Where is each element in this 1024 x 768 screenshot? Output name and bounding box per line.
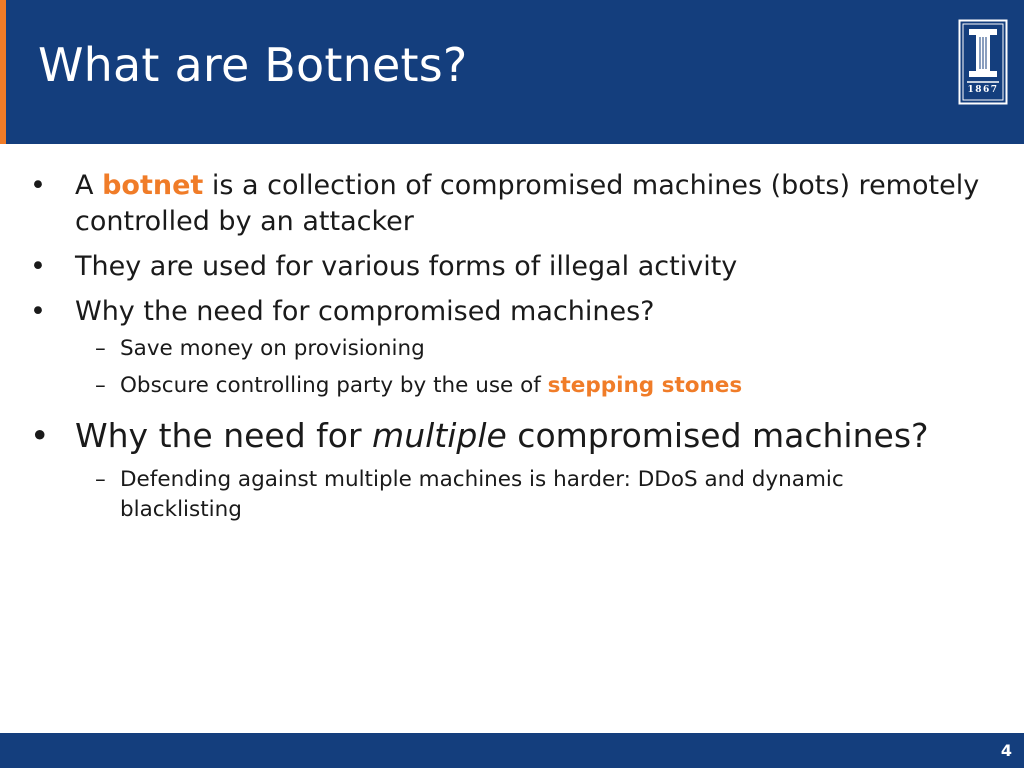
page-number: 4 bbox=[1000, 741, 1012, 760]
sub-bullet-dash: – bbox=[95, 466, 106, 492]
bullet-text: Why the need for compromised machines? bbox=[75, 295, 655, 327]
highlight-term-stepping-stones: stepping stones bbox=[547, 373, 743, 399]
sub-bullet-dash: – bbox=[95, 335, 106, 361]
sub-bullet-dash: – bbox=[95, 373, 106, 399]
bullet-why-compromised bbox=[0, 294, 988, 330]
bullet-illegal-activity bbox=[0, 249, 988, 285]
slide-header bbox=[0, 0, 1024, 144]
emphasis-term-multiple: multiple bbox=[372, 415, 507, 455]
logo-year: 1867 bbox=[967, 85, 999, 95]
bullet-botnet-definition bbox=[0, 168, 988, 240]
bullet-dot: • bbox=[30, 415, 50, 455]
highlight-term-botnet: botnet bbox=[102, 170, 204, 201]
bullet-dot: • bbox=[30, 295, 46, 327]
bullet-text-pre: Why the need for bbox=[75, 415, 373, 455]
sub-bullet-text: Defending against multiple machines is harder: DDoS and dynamic blacklisting bbox=[120, 466, 844, 523]
bullet-text-post: is a collection of compromised machines (bots) remotely controlled by an attacker bbox=[75, 170, 980, 237]
university-column-logo-icon bbox=[958, 19, 1008, 105]
sub-bullet-save-money bbox=[0, 334, 964, 365]
sub-bullet-text-pre: Obscure controlling party by the use of bbox=[120, 373, 548, 399]
header-accent-bar bbox=[0, 0, 6, 144]
sub-bullet-text: Save money on provisioning bbox=[120, 335, 425, 361]
sub-bullet-defending bbox=[0, 465, 964, 526]
bullet-text-pre: A bbox=[75, 170, 103, 201]
slide-content bbox=[0, 168, 1024, 526]
bullet-dot: • bbox=[30, 170, 46, 201]
bullet-dot: • bbox=[30, 250, 46, 282]
slide-footer bbox=[0, 733, 1024, 768]
slide-title: What are Botnets? bbox=[38, 38, 468, 92]
bullet-text: They are used for various forms of illegal activity bbox=[75, 250, 738, 282]
bullet-why-multiple bbox=[0, 415, 988, 458]
sub-bullet-stepping-stones bbox=[0, 371, 964, 402]
bullet-text-post: compromised machines? bbox=[506, 415, 929, 455]
